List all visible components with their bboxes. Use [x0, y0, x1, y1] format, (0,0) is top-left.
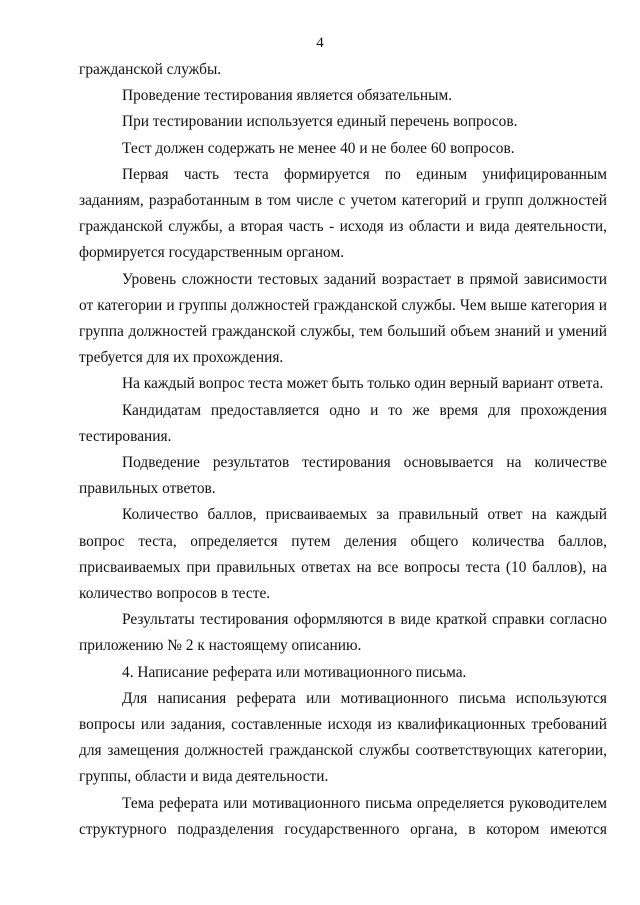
paragraph-3: При тестировании используется единый перечень вопросов. — [122, 113, 518, 131]
paragraph-8: Кандидатам предоставляется одно и то же время для прохождения тестирования. — [79, 401, 607, 445]
paragraph-9: Подведение результатов тестирования основывается на количестве правильных ответов. — [79, 454, 607, 498]
document-body — [79, 57, 607, 843]
paragraph-14: Тема реферата или мотивационного письма определяется руководителем структурного подразделения государственного органа, в котором имеются — [79, 794, 607, 838]
paragraph-13: Для написания реферата или мотивационного письма используются вопросы или задания, составленные исходя из квалификационных требований для замещения должностей гражданской службы соответствующих категории, группы, области и вида деятельности. — [79, 689, 607, 786]
paragraph-10: Количество баллов, присваиваемых за правильный ответ на каждый вопрос теста, определяется путем деления общего количества баллов, присваиваемых при правильных ответах на все вопросы теста (10 баллов), на количество вопросов в тесте. — [79, 506, 607, 603]
paragraph-2: Проведение тестирования является обязательным. — [122, 87, 453, 105]
section-heading-4: 4. Написание реферата или мотивационного письма. — [122, 663, 467, 681]
paragraph-4: Тест должен содержать не менее 40 и не более 60 вопросов. — [122, 139, 515, 157]
paragraph-11: Результаты тестирования оформляются в виде краткой справки согласно приложению № 2 к настоящему описанию. — [79, 611, 607, 655]
paragraph-1: гражданской службы. — [79, 61, 222, 78]
page-number: 4 — [316, 35, 324, 51]
paragraph-5: Первая часть теста формируется по единым унифицированным заданиям, разработанным в том числе с учетом категорий и групп должностей гражданской службы, а вторая часть - исходя из области и вида деятельности, формируется государственным органом. — [79, 165, 607, 262]
paragraph-7: На каждый вопрос теста может быть только один верный вариант ответа. — [122, 375, 604, 393]
paragraph-6: Уровень сложности тестовых заданий возрастает в прямой зависимости от категории и группы должностей гражданской службы. Чем выше категория и группа должностей гражданской службы, тем больший объем знаний и умений требуется для их прохождения. — [79, 270, 607, 367]
